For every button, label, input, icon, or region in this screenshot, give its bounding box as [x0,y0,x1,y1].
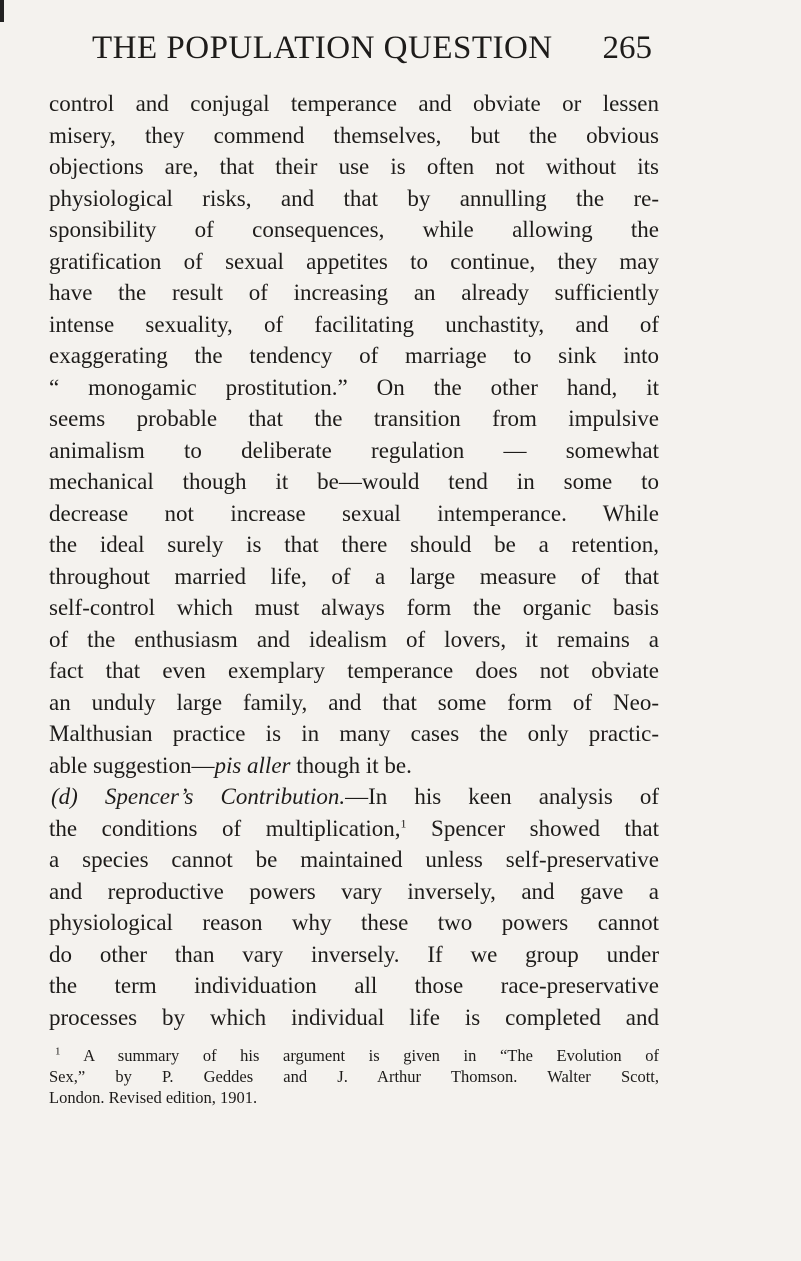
text-line [49,750,659,782]
footnote-reference[interactable]: 1 [400,815,407,830]
page-header [92,30,652,74]
text-line [49,813,659,845]
text-fragment: able suggestion— [49,752,215,778]
text-fragment: though it be. [290,752,412,778]
text-line: control and conjugal temperance and obviate or lessen [49,91,659,116]
text-line: sponsibility of consequences, while allowing the [49,217,659,242]
text-fragment: A summary of his argument is given in “The Evolution of [60,1046,659,1065]
text-line: gratification of sexual appetites to continue, they may [49,248,659,274]
section-title: Spencer’s Contribution. [104,784,346,809]
text-line: seems probable that the transition from impulsive [49,406,659,431]
footnote-line: Sex,” by P. Geddes and J. Arthur Thomson. Walter Scott, [49,1067,659,1086]
text-line: mechanical though it be—would tend in some to [49,469,659,494]
text-fragment: In his keen analysis of [368,784,659,809]
section-heading-line [49,781,659,813]
page-edge-mark [0,0,4,22]
body-text [49,88,659,1033]
text-line: exaggerating the tendency of marriage to sink into [49,343,659,368]
text-line: physiological reason why these two powers cannot [49,910,659,935]
footnote-line [49,1045,659,1066]
footnote [49,1045,659,1108]
text-line: fact that even exemplary temperance does not obviate [49,658,659,683]
running-title: THE POPULATION QUESTION [92,30,553,66]
text-line: the term individuation all those race-preservative [49,973,659,998]
text-line: decrease not increase sexual intemperance. While [49,500,659,526]
text-line: physiological risks, and that by annulling the re- [49,185,659,211]
section-dash: — [345,784,369,809]
page-number: 265 [602,30,652,66]
text-line: of the enthusiasm and idealism of lovers, it remains a [49,626,659,652]
text-line: throughout married life, of a large measure of that [49,563,659,589]
text-line: self-control which must always form the organic basis [49,595,659,620]
text-line: have the result of increasing an already sufficiently [49,280,659,305]
footnote-marker: 1 [55,1045,61,1058]
italic-phrase: pis aller [214,752,291,778]
footnote-line: London. Revised edition, 1901. [49,1088,258,1107]
text-line: an unduly large family, and that some form of Neo- [49,689,659,715]
text-line: “ monogamic prostitution.” On the other hand, it [49,374,659,400]
text-line: misery, they commend themselves, but the obvious [49,122,659,148]
text-fragment: Spencer showed that [406,815,659,841]
text-fragment: the conditions of multiplication, [49,815,401,841]
text-line: and reproductive powers vary inversely, and gave a [49,878,659,904]
text-line: animalism to deliberate regulation — somewhat [49,437,659,463]
text-line: a species cannot be maintained unless self-preservative [49,847,659,872]
text-line: do other than vary inversely. If we group under [49,941,659,967]
text-line: the ideal surely is that there should be a retention, [49,532,659,557]
text-line: Malthusian practice is in many cases the only practic- [49,721,659,746]
section-label: (d) [51,784,78,809]
text-line: intense sexuality, of facilitating unchastity, and of [49,311,659,337]
text-line: processes by which individual life is completed and [49,1004,659,1030]
text-line: objections are, that their use is often not without its [49,154,659,179]
